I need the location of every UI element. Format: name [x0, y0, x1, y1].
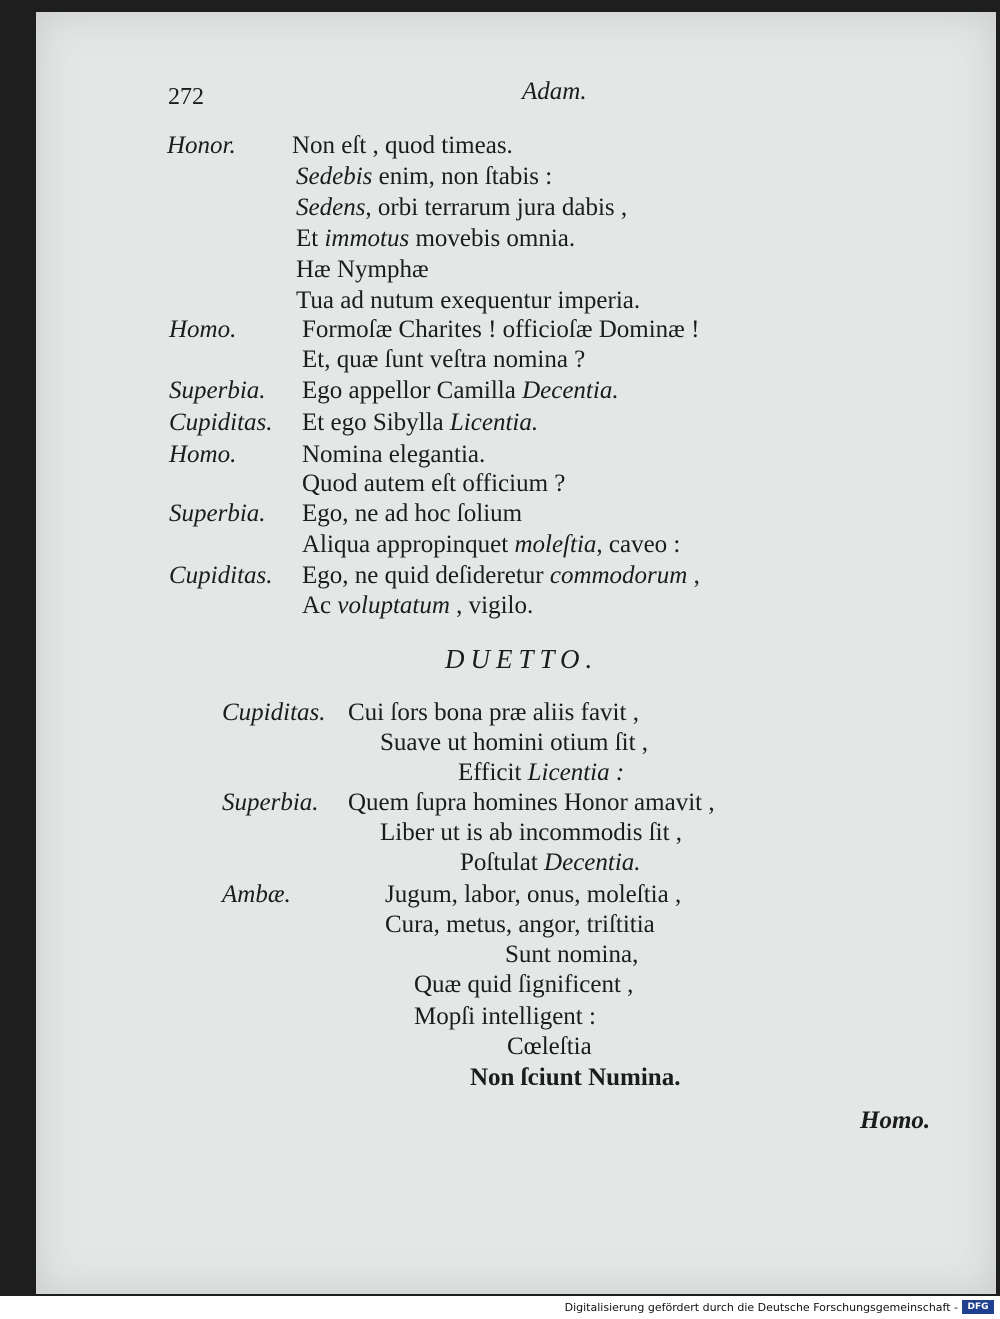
text-run: Jugum, labor, onus, moleſtia ,	[385, 881, 682, 908]
text-run: Nomina elegantia.	[302, 441, 486, 468]
text-run: ,	[687, 562, 700, 589]
duetto-line	[380, 818, 682, 848]
text-run: Quem ſupra homines Honor amavit ,	[348, 789, 715, 816]
speaker-name: Ambæ.	[222, 881, 291, 908]
speaker-name: Cupiditas.	[169, 409, 273, 436]
text-run: Et ego Sibylla	[302, 409, 450, 436]
dialogue-line	[302, 440, 485, 470]
speaker-name: Homo.	[169, 441, 237, 468]
duetto-line	[414, 970, 633, 1000]
text-run: , orbi terrarum jura dabis ,	[365, 194, 628, 221]
dialogue-line	[296, 162, 552, 192]
footer-credit: Digitalisierung gefördert durch die Deutsche Forschungsgemeinschaft -	[564, 1301, 958, 1314]
speaker-name: Honor.	[167, 132, 236, 159]
speaker-name: Cupiditas.	[169, 562, 273, 589]
text-run: Aliqua appropinquet	[302, 531, 515, 558]
text-run: , caveo :	[596, 531, 681, 558]
dialogue-line	[302, 469, 565, 499]
text-run: voluptatum	[337, 592, 450, 619]
text-run: immotus	[324, 225, 410, 252]
text-run: Sedebis	[296, 163, 373, 190]
text-run: Et	[296, 225, 325, 252]
text-run: Ego appellor Camilla	[302, 377, 523, 404]
text-run: Sedens	[296, 194, 366, 221]
duetto-line	[414, 1002, 596, 1032]
dialogue-line	[296, 286, 640, 316]
text-run: commodorum	[549, 562, 688, 589]
dialogue-line	[302, 561, 700, 591]
text-run: Ac	[302, 592, 338, 619]
text-run: Decentia.	[544, 849, 641, 876]
speaker-name: Superbia.	[169, 377, 266, 404]
duetto-line	[385, 880, 681, 910]
dialogue-line	[302, 315, 699, 345]
running-head: Adam.	[522, 78, 587, 105]
text-run: Ego, ne ad hoc ſolium	[302, 500, 523, 527]
text-run: Licentia :	[527, 759, 625, 786]
duetto-line	[348, 698, 639, 728]
dialogue-line	[296, 193, 627, 223]
duetto-line	[460, 848, 641, 878]
dialogue-line	[292, 131, 513, 161]
text-run: Quæ quid ſignificent ,	[414, 971, 634, 998]
text-run: Liber ut is ab incommodis ſit ,	[380, 819, 683, 846]
text-run: Quod autem eſt officium ?	[302, 470, 566, 497]
text-run: Mopſi intelligent :	[414, 1003, 596, 1030]
text-run: Cura, metus, angor, triſtitia	[385, 911, 655, 938]
speaker-name: Superbia.	[169, 500, 266, 527]
text-run: Efficit	[458, 759, 528, 786]
text-run: Tua ad nutum exequentur imperia.	[296, 287, 641, 314]
text-run: Ego, ne quid deſideretur	[302, 562, 550, 589]
text-run: Hæ Nymphæ	[296, 256, 429, 283]
text-run: Suave ut homini otium ſit ,	[380, 729, 649, 756]
speaker-name: Cupiditas.	[222, 699, 326, 726]
text-run: Non ſciunt Numina.	[470, 1064, 681, 1091]
dialogue-line	[302, 499, 522, 529]
dialogue-line	[302, 591, 533, 621]
duetto-line	[348, 788, 715, 818]
dialogue-line	[296, 224, 575, 254]
text-run: Non eſt , quod timeas.	[292, 132, 513, 159]
section-heading: DUETTO.	[445, 644, 599, 674]
text-run: enim, non ſtabis :	[372, 163, 553, 190]
dialogue-line	[302, 376, 619, 406]
dialogue-line	[302, 345, 585, 375]
text-run: moleſtia	[514, 531, 597, 558]
duetto-line	[507, 1032, 592, 1062]
catchword: Homo.	[860, 1107, 931, 1134]
dfg-logo: DFG	[962, 1300, 994, 1314]
text-run: Cœleſtia	[507, 1033, 592, 1060]
dialogue-line	[296, 255, 429, 285]
page-number: 272	[168, 84, 204, 110]
text-run: Poſtulat	[460, 849, 545, 876]
dialogue-line	[302, 530, 680, 560]
duetto-line	[505, 940, 638, 970]
duetto-line	[458, 758, 624, 788]
text-run: movebis omnia.	[409, 225, 576, 252]
duetto-line	[380, 728, 648, 758]
text-run: Licentia.	[449, 409, 539, 436]
dialogue-line	[302, 408, 538, 438]
duetto-line	[385, 910, 655, 940]
text-run: , vigilo.	[449, 592, 534, 619]
text-run: Formoſæ Charites ! officioſæ Dominæ !	[302, 316, 700, 343]
text-run: Cui ſors bona præ aliis favit ,	[348, 699, 639, 726]
text-run: Sunt nomina,	[505, 941, 639, 968]
text-run: Et, quæ ſunt veſtra nomina ?	[302, 346, 586, 373]
speaker-name: Homo.	[169, 316, 237, 343]
duetto-line	[470, 1063, 680, 1093]
text-run: Decentia.	[522, 377, 619, 404]
speaker-name: Superbia.	[222, 789, 319, 816]
